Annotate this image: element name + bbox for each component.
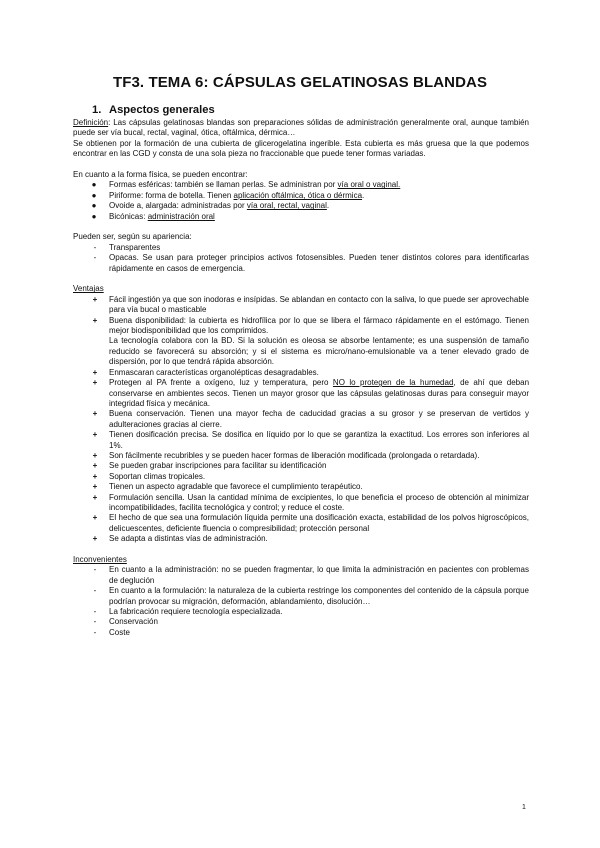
plus-icon: + xyxy=(92,294,98,304)
dash-icon: - xyxy=(93,565,97,575)
shape-intro: En cuanto a la forma física, se pueden encontrar: xyxy=(73,170,248,180)
list-item: + Fácil ingestión ya que son inodoras e insípidas. Se ablandan en contacto con la saliva, lo que puede ser aprovechable para vía bucal o masticable xyxy=(73,295,529,316)
list-item: - En cuanto a la administración: no se pueden fragmentar, lo que limita la administración en pacientes con problemas de deglución xyxy=(73,565,529,586)
plus-icon: + xyxy=(92,492,98,502)
plus-icon: + xyxy=(92,378,98,388)
advantages-heading: Ventajas xyxy=(73,284,104,294)
advantages-list xyxy=(73,295,529,545)
plus-icon: + xyxy=(92,450,98,460)
appearance-intro: Pueden ser, según su apariencia: xyxy=(73,232,192,242)
plus-icon: + xyxy=(92,534,98,544)
obtained-paragraph: Se obtienen por la formación de una cubierta de glicerogelatina ingerible. Esta cubierta es más gruesa que la que podemos encontrar en las CGD y consta de una sola pieza no fraccionable que puede tener formas variadas. xyxy=(73,138,529,159)
dash-icon: - xyxy=(93,586,97,596)
list-item: - En cuanto a la formulación: la naturaleza de la cubierta restringe los componentes del contenido de la cápsula porque podrían provocar su migración, deformación, ablandamiento, disolución… xyxy=(73,586,529,607)
list-item: + Tienen dosificación precisa. Se dosifica en líquido por lo que se garantiza la exactitud. Los errores son inferiores al 1%. xyxy=(73,430,529,451)
dash-icon: - xyxy=(93,242,97,252)
document-body xyxy=(73,104,529,638)
appearance-list xyxy=(73,243,529,274)
list-item: + El hecho de que sea una formulación líquida permite una dosificación exacta, estabilidad de los polvos higroscópicos, delicuescentes, deficiente fluencia o compresibilidad; protección personal xyxy=(73,513,529,534)
list-item: + Buena disponibilidad: la cubierta es hidrofílica por lo que se libera el fármaco rápidamente en el estómago. Tienen mejor biodisponibilidad que los comprimidos. La tecnología colabora con la BD. Si la solución es oleosa se absorbe lentamente; es una suspensión de tamaño reducido se favorecerá su absorción; y si el sistema es micro/nano-emulsionable va a tener elevado grado de dispersión, por lo que tendrá rápida absorción. xyxy=(73,316,529,368)
bd-note: La tecnología colabora con la BD. Si la solución es oleosa se absorbe lentamente; es una suspensión de tamaño reducido se favorecerá su absorción; y si el sistema es micro/nano-emulsionable va a tener elevado grado de dispersión, por lo que tendrá rápida absorción. xyxy=(109,336,529,367)
list-item: - La fabricación requiere tecnología especializada. xyxy=(73,607,529,617)
plus-icon: + xyxy=(92,409,98,419)
plus-icon: + xyxy=(92,482,98,492)
section-label: Aspectos generales xyxy=(109,104,215,116)
plus-icon: + xyxy=(92,430,98,440)
list-item: ● Bicónicas: administración oral xyxy=(73,212,529,222)
definition-term: Definición xyxy=(73,118,109,127)
dash-icon: - xyxy=(93,253,97,263)
dash-icon: - xyxy=(93,617,97,627)
list-item: + Tienen un aspecto agradable que favorece el cumplimiento terapéutico. xyxy=(73,482,529,492)
bullet-icon: ● xyxy=(91,201,97,211)
list-item: - Coste xyxy=(73,628,529,638)
list-item: + Se pueden grabar inscripciones para facilitar su identificación xyxy=(73,461,529,471)
list-item: + Soportan climas tropicales. xyxy=(73,472,529,482)
shape-list xyxy=(73,180,529,222)
list-item: + Formulación sencilla. Usan la cantidad mínima de excipientes, lo que beneficia el proceso de obtención al minimizar incompatibilidades, facilita tecnológica y control; y reduce el coste. xyxy=(73,493,529,514)
plus-icon: + xyxy=(92,315,98,325)
list-item: + Se adapta a distintas vías de administración. xyxy=(73,534,529,544)
section-number: 1. xyxy=(92,104,102,116)
list-item: ● Ovoide a, alargada: administradas por vía oral, rectal, vaginal. xyxy=(73,201,529,211)
plus-icon: + xyxy=(92,461,98,471)
disadvantages-list xyxy=(73,565,529,638)
bullet-icon: ● xyxy=(91,211,97,221)
document-title: TF3. TEMA 6: CÁPSULAS GELATINOSAS BLANDAS xyxy=(112,74,488,91)
definition-paragraph xyxy=(73,118,529,139)
bullet-icon: ● xyxy=(91,190,97,200)
dash-icon: - xyxy=(93,627,97,637)
disadvantages-heading: Inconvenientes xyxy=(73,555,127,564)
page-number: 1 xyxy=(522,804,526,811)
plus-icon: + xyxy=(92,513,98,523)
definition-text: : Las cápsulas gelatinosas blandas son preparaciones sólidas de administración generalmente oral, aunque también puede ser vía bucal, rectal, vaginal, ótica, oftálmica, dérmica… xyxy=(73,118,529,138)
list-item: ● Piriforme: forma de botella. Tienen aplicación oftálmica, ótica o dérmica. xyxy=(73,191,529,201)
plus-icon: + xyxy=(92,471,98,481)
list-item: - Opacas. Se usan para proteger principios activos fotosensibles. Pueden tener distintos colores para identificarlas rápidamente en casos de emergencia. xyxy=(73,253,529,274)
list-item: + Son fácilmente recubribles y se pueden hacer formas de liberación modificada (prolongada o retardada). xyxy=(73,451,529,461)
list-item: + Protegen al PA frente a oxígeno, luz y temperatura, pero NO lo protegen de la humedad, de ahí que deban conservarse en ambientes secos. Tienen un mayor grosor que las cápsulas gelatinosas duras para conseguir mayor integridad física y mecánica. xyxy=(73,378,529,409)
section-heading xyxy=(92,104,529,117)
bullet-icon: ● xyxy=(91,180,97,190)
list-item: - Conservación xyxy=(73,617,529,627)
list-item: + Buena conservación. Tienen una mayor fecha de caducidad gracias a su grosor y se preservan de vertidos y adulteraciones gracias al cierre. xyxy=(73,409,529,430)
plus-icon: + xyxy=(92,367,98,377)
dash-icon: - xyxy=(93,607,97,617)
list-item: - Transparentes xyxy=(73,243,529,253)
list-item: ● Formas esféricas: también se llaman perlas. Se administran por vía oral o vaginal. xyxy=(73,180,529,190)
list-item: + Enmascaran características organolépticas desagradables. xyxy=(73,368,529,378)
